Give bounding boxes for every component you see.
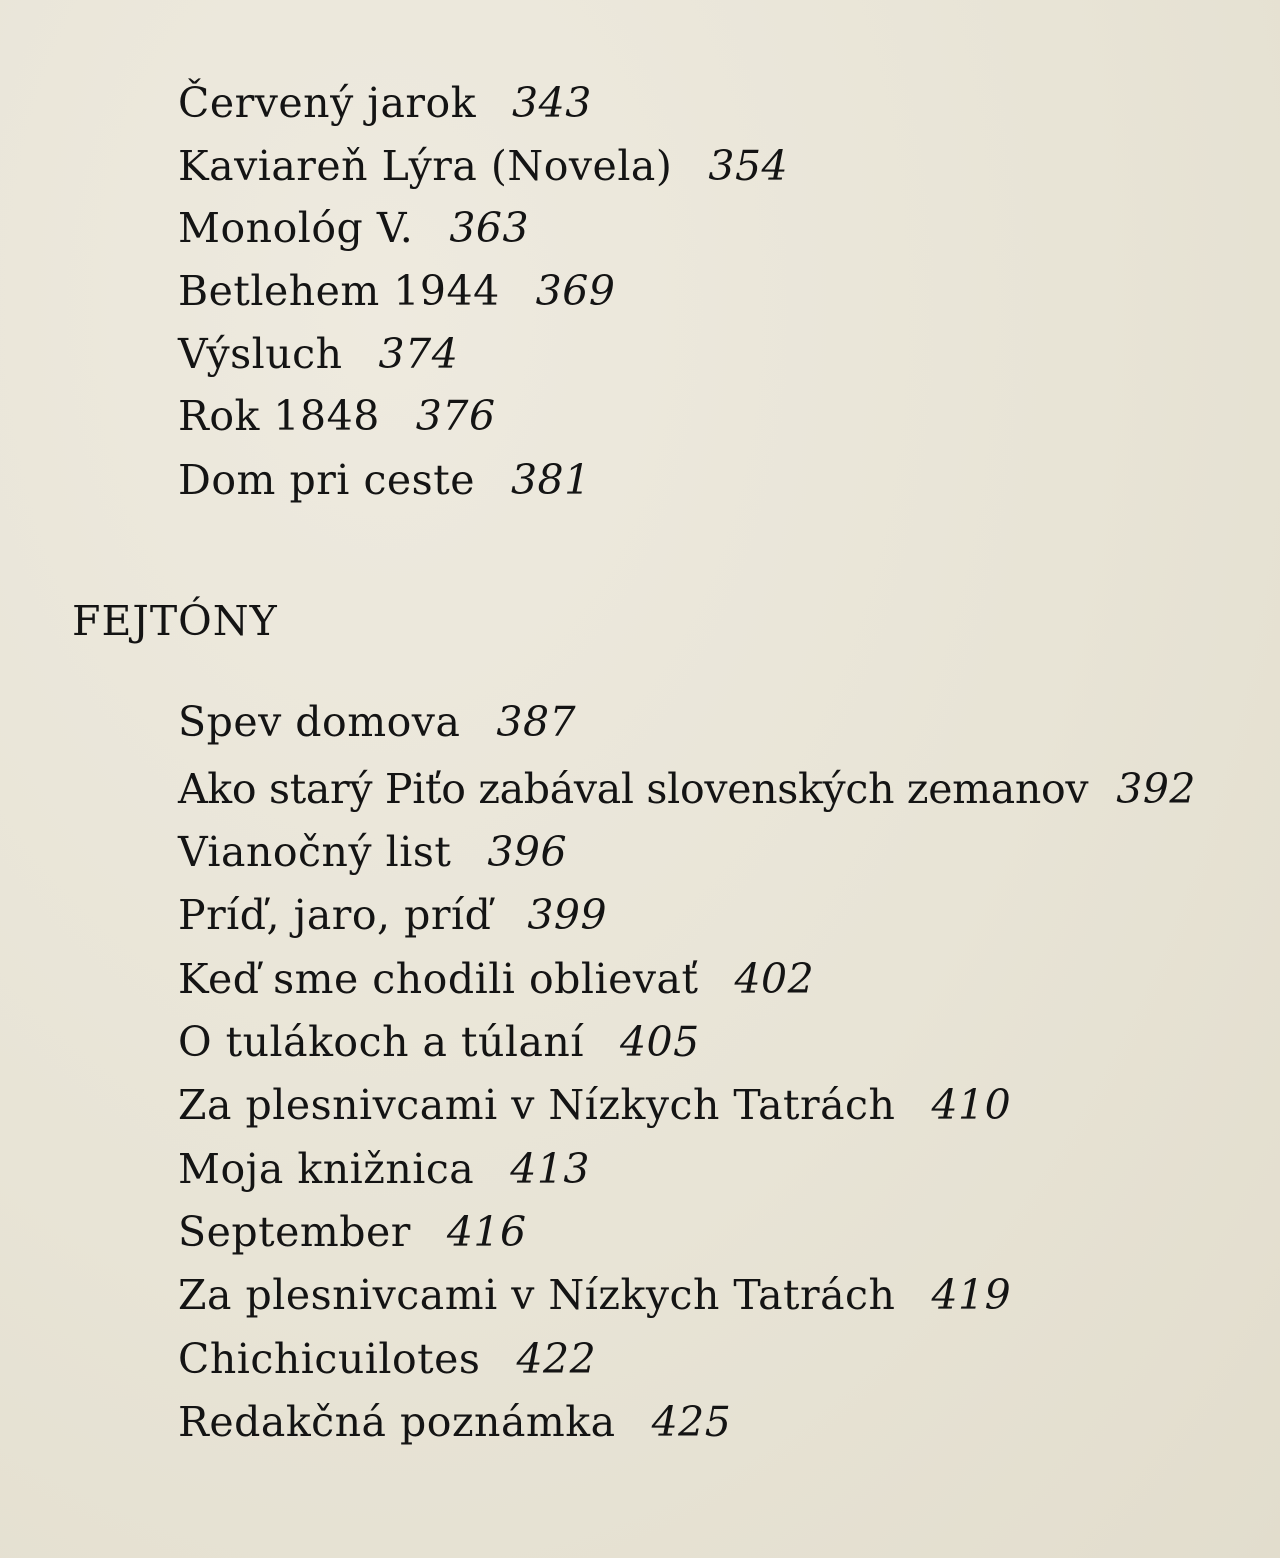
toc-entry [178, 1207, 527, 1257]
toc-entry [178, 266, 615, 316]
toc-entry-title: Kaviareň Lýra (Novela) [178, 142, 673, 190]
toc-entry-page: 396 [487, 828, 568, 876]
toc-entry-title: Za plesnivcami v Nízkych Tatrách [178, 1081, 896, 1129]
toc-entry-page: 419 [931, 1271, 1012, 1319]
toc-entry [178, 391, 496, 441]
toc-entry-page: 381 [510, 456, 591, 504]
toc-entry [178, 1334, 596, 1384]
toc-entry-page: 410 [931, 1081, 1012, 1129]
toc-entry [178, 329, 458, 379]
toc-entry-title: September [178, 1208, 411, 1256]
toc-entry-title: Výsluch [178, 330, 343, 378]
toc-entry-title: Moja knižnica [178, 1145, 475, 1193]
toc-entry-title: Keď sme chodili oblievať [178, 955, 699, 1003]
toc-entry [178, 78, 592, 128]
toc-entry-page: 392 [1116, 765, 1197, 813]
toc-entry-page: 422 [516, 1335, 597, 1383]
toc-entry-page: 402 [734, 955, 815, 1003]
toc-entry-page: 343 [512, 79, 592, 127]
toc-entry-page: 413 [510, 1145, 591, 1193]
toc-entry-title: Monológ V. [178, 204, 414, 252]
toc-entry-page: 369 [535, 267, 616, 315]
toc-entry-title: Dom pri ceste [178, 456, 475, 504]
toc-entry [178, 203, 529, 253]
toc-entry [178, 455, 591, 505]
toc-entry-title: Ako starý Piťo zabával slovenských zemanov [178, 765, 1089, 813]
toc-entry [178, 141, 788, 191]
toc-entry-page: 354 [708, 142, 789, 190]
toc-entry-title: Redakčná poznámka [178, 1398, 616, 1446]
toc-entry-title: Za plesnivcami v Nízkych Tatrách [178, 1271, 896, 1319]
toc-entry [178, 697, 576, 747]
toc-entry-title: Spev domova [178, 698, 461, 746]
toc-entry [178, 1080, 1011, 1130]
toc-entry-title: Červený jarok [178, 79, 477, 127]
toc-entry-page: 399 [527, 891, 608, 939]
toc-entry-title: O tulákoch a túlaní [178, 1018, 584, 1066]
toc-entry-page: 376 [415, 392, 496, 440]
toc-entry-title: Betlehem 1944 [178, 267, 500, 315]
toc-entry-page: 363 [449, 204, 530, 252]
toc-entry-title: Chichicuilotes [178, 1335, 481, 1383]
toc-entry-page: 387 [496, 698, 577, 746]
toc-entry [178, 890, 607, 940]
toc-entry-page: 416 [446, 1208, 527, 1256]
toc-entry [178, 1144, 590, 1194]
toc-entry-page: 405 [619, 1018, 700, 1066]
toc-entry-title: Príď, jaro, príď [178, 891, 492, 939]
toc-entry-page: 374 [378, 330, 459, 378]
toc-entry [178, 764, 1196, 814]
section-heading: FEJTÓNY [72, 597, 278, 645]
toc-entry-page: 425 [651, 1398, 732, 1446]
toc-entry [178, 827, 567, 877]
toc-entry [178, 1017, 700, 1067]
toc-entry [178, 954, 814, 1004]
toc-entry-title: Rok 1848 [178, 392, 380, 440]
toc-entry [178, 1270, 1011, 1320]
toc-entry [178, 1397, 731, 1447]
toc-entry-title: Vianočný list [178, 828, 452, 876]
